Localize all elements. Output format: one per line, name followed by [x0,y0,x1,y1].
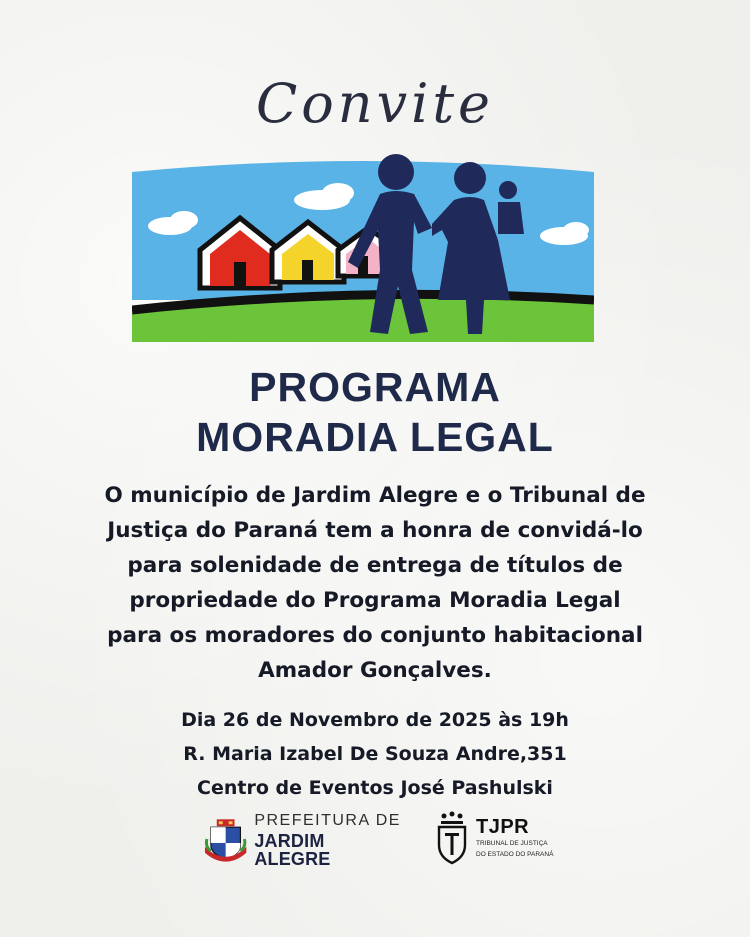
invitation-line: para solenidade de entrega de títulos de [127,553,623,578]
tjpr-subtitle-line1: TRIBUNAL DE JUSTIÇA [476,840,548,847]
invitation-line: propriedade do Programa Moradia Legal [129,588,621,613]
program-title-line1: PROGRAMA [249,364,501,410]
tjpr-subtitle-line2: DO ESTADO DO PARANÁ [476,851,554,858]
invitation-line: para os moradores do conjunto habitacional [107,623,643,648]
event-address: R. Maria Izabel De Souza Andre,351 [183,743,567,765]
program-title [0,362,750,462]
invitation-line: Justiça do Paraná tem a honra de convidá-lo [107,518,643,543]
tjpr-abbreviation: TJPR [476,816,530,838]
convite-title: Convite [255,72,495,135]
event-date-time: Dia 26 de Novembro de 2025 às 19h [181,709,569,731]
event-venue: Centro de Eventos José Pashulski [197,777,553,799]
prefeitura-line1: PREFEITURA DE [254,811,401,829]
invitation-line: Amador Gonçalves. [258,658,492,683]
moradia-legal-logo [132,150,594,342]
tjpr-text [476,817,553,859]
tjpr-emblem-icon [434,811,470,865]
prefeitura-line2: JARDIM ALEGRE [254,830,331,869]
tjpr-logo [434,808,554,868]
event-details [60,703,690,805]
program-title-line2: MORADIA LEGAL [196,414,554,460]
jardim-alegre-crest-icon [203,817,248,863]
invitation-text [60,478,690,688]
invitation-line: O município de Jardim Alegre e o Tribunal de [104,483,646,508]
prefeitura-text [254,813,403,868]
prefeitura-logo [203,811,403,869]
